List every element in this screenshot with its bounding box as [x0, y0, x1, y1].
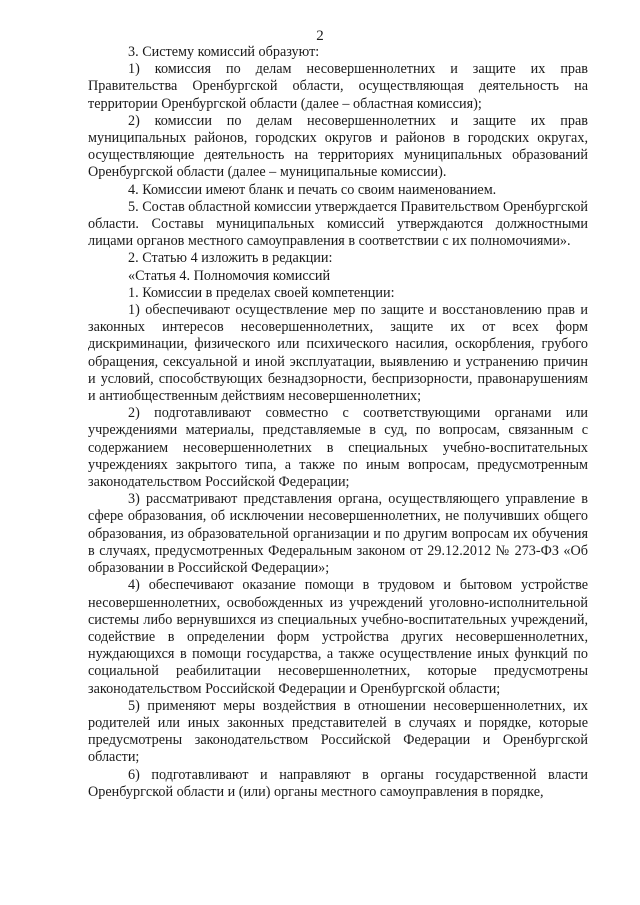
paragraph-item-3: 3) рассматривают представления органа, осуществляющего управление в сфере образования, об исключении несовершеннолетних, не получивших общего образования, из образовательной организации и по другим вопросам их обучения в случаях, предусмотренных Федеральным законом от 29.12.2012 № 273-ФЗ «Об образовании в Российской Федерации»; [88, 491, 588, 577]
paragraph-article-4-amendment: 2. Статью 4 изложить в редакции: [128, 250, 333, 267]
paragraph-item-4: 4) обеспечивают оказание помощи в трудовом и бытовом устройстве несовершеннолетних, освобожденных из учреждений уголовно-исполнительной системы либо вернувшихся из специальных учебно-воспитательных учреждений, содействие в определении форм устройства других несовершеннолетних, нуждающихся в помощи государства, а также осуществление иных функций по социальной реабилитации несовершеннолетних, которые предусмотрены законодательством Российской Федерации и Оренбургской области; [88, 577, 588, 697]
paragraph-regional-commission: 1) комиссия по делам несовершеннолетних и защите их прав Правительства Оренбургской области, осуществляющая деятельность на территории Оренбургской области (далее – областная комиссия); [88, 61, 588, 112]
paragraph-commission-system: 3. Систему комиссий образуют: [128, 44, 320, 60]
paragraph-item-5: 5) применяют меры воздействия в отношении несовершеннолетних, их родителей или иных законных представителей в случаях и порядке, которые предусмотрены законодательством Российской Федерации и Оренбургской области; [88, 697, 588, 766]
paragraph-municipal-commissions: 2) комиссии по делам несовершеннолетних и защите их прав муниципальных районов, городских округов и районов в городских округах, осуществляющие деятельность на территориях муниципальных образований Оренбургской области (далее – муниципальные комиссии). [88, 112, 588, 181]
paragraph-composition: 5. Состав областной комиссии утверждается Правительством Оренбургской области. Составы муниципальных комиссий утверждаются должностными лицами органов местного самоуправления в соответствии с их полномочиями». [88, 198, 589, 250]
paragraph-article-4-title: «Статья 4. Полномочия комиссий [128, 267, 331, 284]
document-body [88, 44, 588, 801]
paragraph-competence: 1. Комиссии в пределах своей компетенции: [128, 284, 395, 301]
paragraph-letterhead-seal: 4. Комиссии имеют бланк и печать со своим наименованием. [128, 181, 497, 198]
page-number: 2 [316, 28, 324, 44]
paragraph-item-6: 6) подготавливают и направляют в органы государственной власти Оренбургской области и (или) органы местного самоуправления в порядке, [88, 766, 588, 800]
paragraph-item-1: 1) обеспечивают осуществление мер по защите и восстановлению прав и законных интересов несовершеннолетних, защите их от всех форм дискриминации, физического или психического насилия, оскорбления, грубого обращения, сексуальной и иной эксплуатации, выявлению и устранению причин и условий, способствующих безнадзорности, беспризорности, правонарушениям и антиобщественным действиям несовершеннолетних; [88, 302, 588, 405]
paragraph-item-2: 2) подготавливают совместно с соответствующими органами или учреждениями материалы, представляемые в суд, по вопросам, связанным с содержанием несовершеннолетних в специальных учебно-воспитательных учреждениях закрытого типа, а также по иным вопросам, предусмотренным законодательством Российской Федерации; [88, 405, 588, 491]
